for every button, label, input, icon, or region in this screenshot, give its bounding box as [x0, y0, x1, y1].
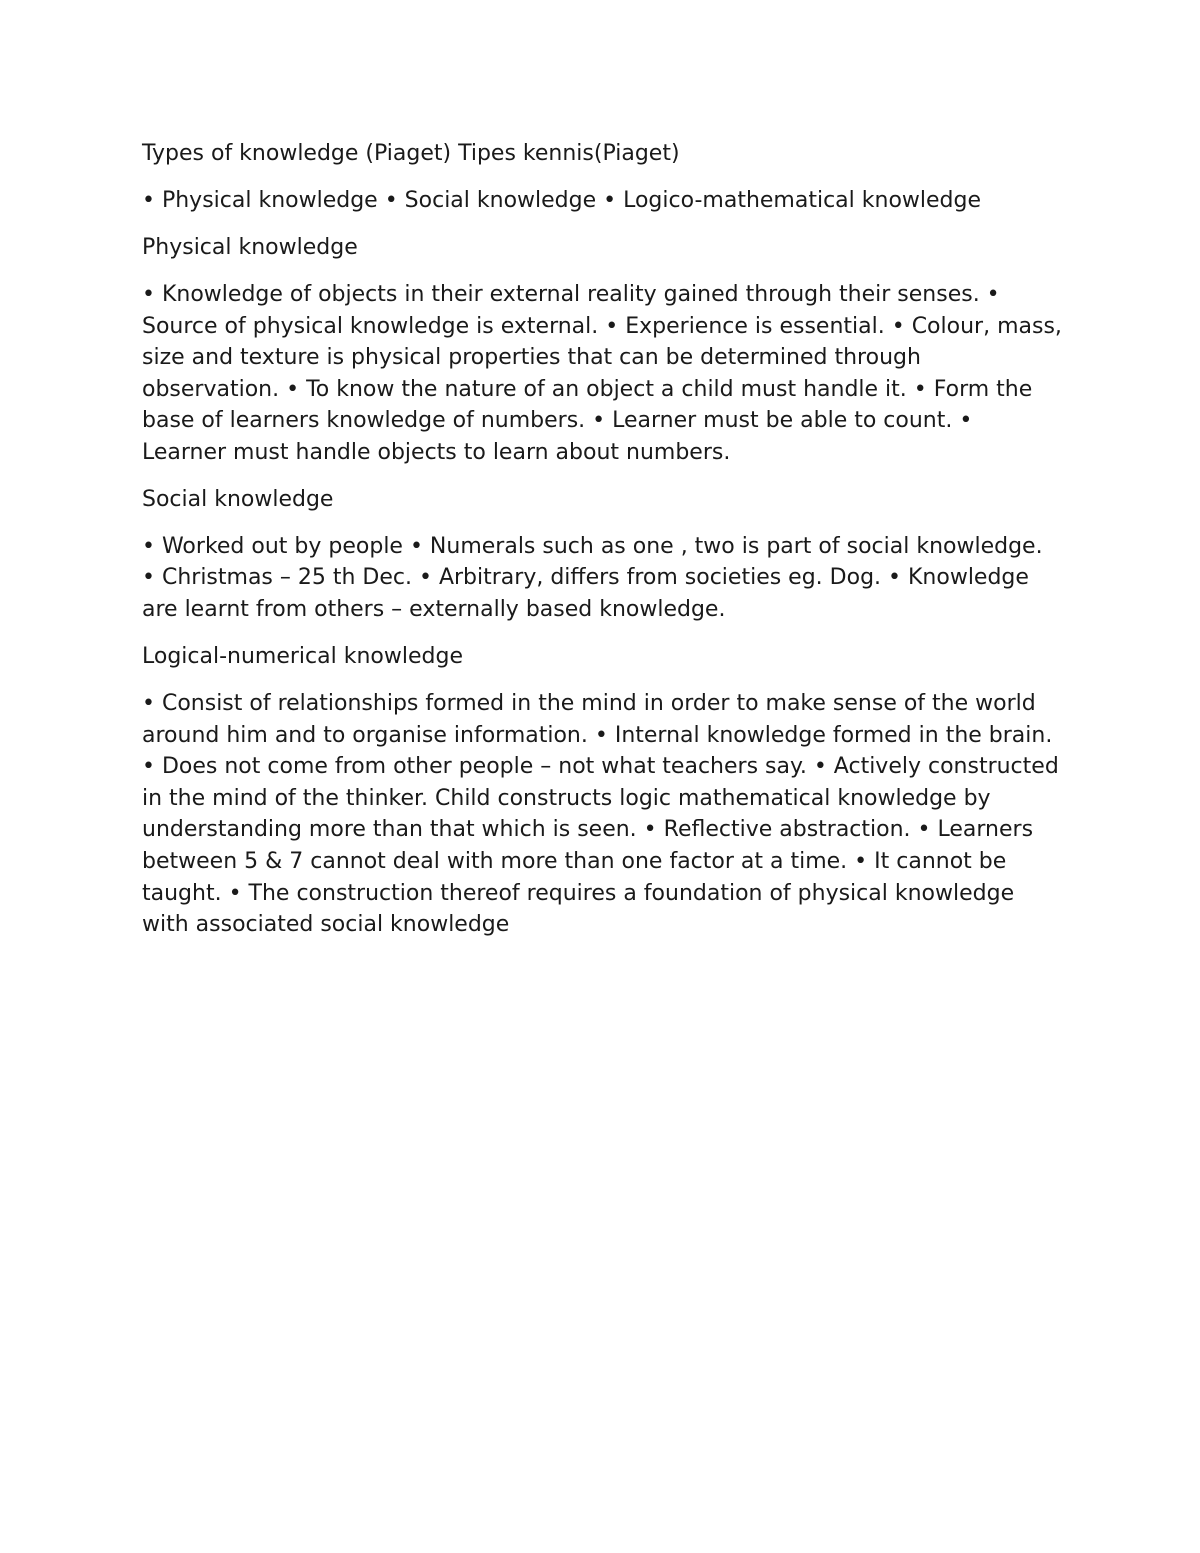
document-title: Types of knowledge (Piaget) Tipes kennis(Piaget) — [142, 141, 680, 166]
types-list: • Physical knowledge • Social knowledge • Logico-mathematical knowledge — [142, 187, 982, 213]
section-body-logical: • Consist of relationships formed in the mind in order to make sense of the world around him and to organise information. • Internal knowledge formed in the brain. • Does not come from other people – not what teachers say. • Actively constructed in the mind of the thinker. Child constructs logic mathematical knowledge by understanding more than that which is seen. • Reflective abstraction. • Learners between 5 & 7 cannot deal with more than one factor at a time. • It cannot be taught. • The construction thereof requires a foundation of physical knowledge with associated social knowledge — [142, 691, 1059, 938]
document-body — [142, 138, 1062, 956]
section-body-social: • Worked out by people • Numerals such as one , two is part of social knowledge. • Christmas – 25 th Dec. • Arbitrary, differs from societies eg. Dog. • Knowledge are learnt from others – externally based knowledge. — [142, 533, 1043, 623]
section-heading-physical: Physical knowledge — [142, 234, 358, 260]
section-heading-logical: Logical-numerical knowledge — [142, 644, 463, 670]
section-body-physical: • Knowledge of objects in their external reality gained through their senses. • Source of physical knowledge is external. • Experience is essential. • Colour, mass, size and texture is physical properties that can be determined through observation. • To know the nature of an object a child must handle it. • Form the base of learners knowledge of numbers. • Learner must be able to count. • Learner must handle objects to learn about numbers. — [142, 281, 1062, 465]
section-heading-social: Social knowledge — [142, 486, 334, 512]
